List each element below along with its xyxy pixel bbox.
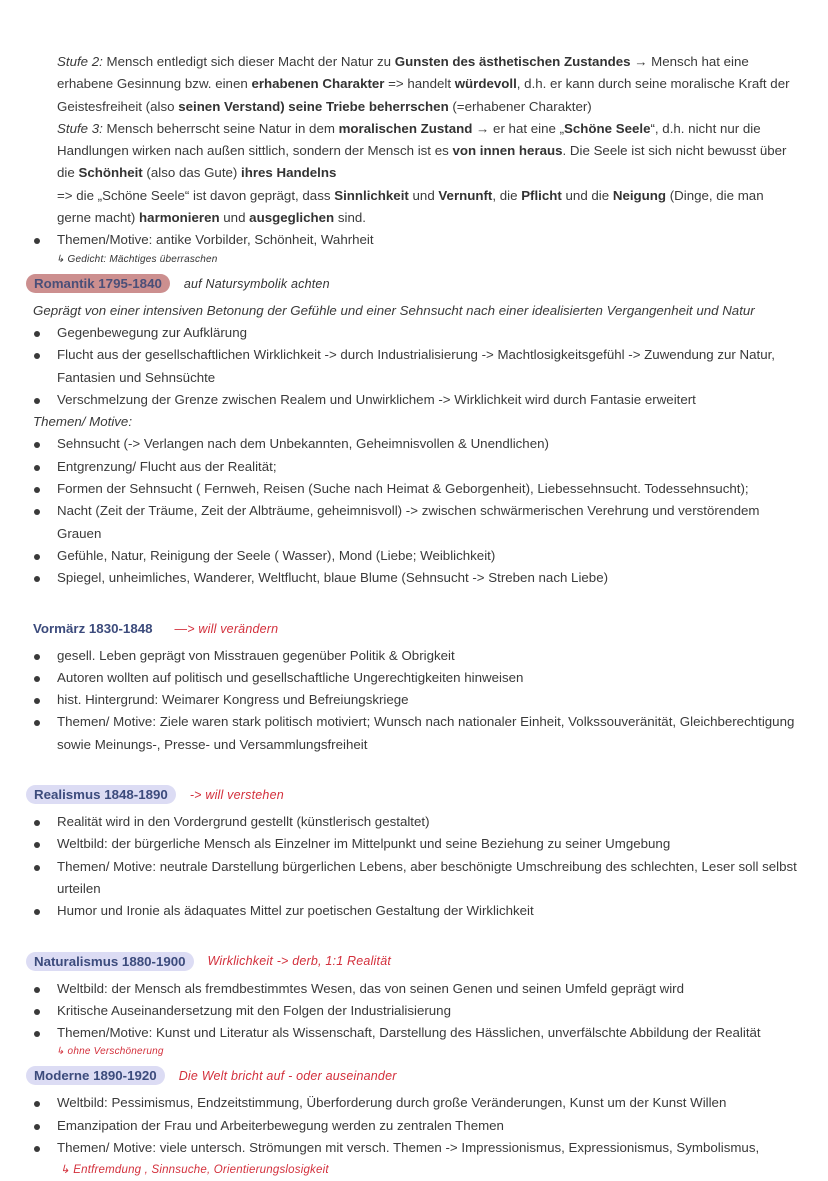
section-title: Vormärz 1830-1848 xyxy=(33,620,153,636)
text-run: Mensch entledigt sich dieser Macht der Natur zu xyxy=(102,54,395,69)
text-run: und xyxy=(408,187,439,203)
section-title: Romantik 1795-1840 xyxy=(26,274,170,293)
paragraph xyxy=(0,51,800,118)
list-item xyxy=(0,1115,800,1137)
italic-text: Stufe 3: xyxy=(57,120,103,136)
text-run: Flucht aus der gesellschaftlichen Wirklichkeit -> durch Industrialisierung -> Machtlosigkeitsgefühl -> Zuwendung zur Natur, Fantasien und Sehnsüchte xyxy=(57,347,775,385)
bold-text: Vernunft xyxy=(438,187,493,203)
text-run: hist. Hintergrund: Weimarer Kongress und Befreiungskriege xyxy=(57,692,409,708)
text-run: Emanzipation der Frau und Arbeiterbewegung werden zu zentralen Themen xyxy=(57,1117,504,1133)
text-run: Kritische Auseinandersetzung mit den Folgen der Industrialisierung xyxy=(57,1002,451,1018)
list-item xyxy=(0,667,800,689)
text-run: => handelt xyxy=(384,76,455,92)
handwritten-note: auf Natursymbolik achten xyxy=(183,276,330,291)
section-heading xyxy=(0,1059,800,1092)
text-run: Themen/Motive: Kunst und Literatur als Wissenschaft, Darstellung des Hässlichen, unverfälschte Abbildung der Realität xyxy=(57,1025,761,1041)
paragraph xyxy=(0,185,800,230)
text-run: sind. xyxy=(334,210,366,226)
text-run: . Die Seele ist sich nicht bewusst über die xyxy=(57,143,787,181)
list-item xyxy=(0,344,800,389)
text-run: Weltbild: der bürgerliche Mensch als Einzelner im Mittelpunkt und seine Beziehung zu seiner Umgebung xyxy=(57,836,671,852)
handwritten-note: -> will verstehen xyxy=(189,788,284,802)
paragraph xyxy=(0,118,800,185)
section-heading xyxy=(0,612,800,645)
document-page xyxy=(0,51,800,1181)
text-run: Realität wird in den Vordergrund gestellt (künstlerisch gestaltet) xyxy=(57,814,430,830)
list-item xyxy=(0,229,800,251)
bold-text: moralischen Zustand xyxy=(338,120,473,136)
list-item xyxy=(0,811,800,833)
text-run: Weltbild: Pessimismus, Endzeitstimmung, Überforderung durch große Veränderungen, Kunst um der Kunst Willen xyxy=(57,1095,727,1111)
text-run: Mensch beherrscht seine Natur in dem xyxy=(102,120,339,136)
list-item xyxy=(0,689,800,711)
text-run: , d.h. er kann durch seine moralische Kraft der Geistesfreiheit (also xyxy=(57,76,790,114)
text-run: Formen der Sehnsucht ( Fernweh, Reisen (Suche nach Heimat & Geborgenheit), Liebessehnsucht. Todessehnsucht); xyxy=(57,481,749,497)
text-run: und die xyxy=(561,187,613,203)
handwritten-note: ↳ Entfremdung , Sinnsuche, Orientierungslosigkeit xyxy=(60,1164,329,1177)
list-item xyxy=(0,545,800,567)
section-title: Moderne 1890-1920 xyxy=(26,1066,165,1085)
handwritten-note: ↳ Gedicht: Mächtiges überraschen xyxy=(56,253,218,265)
text-run: und xyxy=(219,210,250,226)
text-run: Sehnsucht (-> Verlangen nach dem Unbekannten, Geheimnisvollen & Unendlichen) xyxy=(57,436,549,452)
list-item xyxy=(0,478,800,500)
section-heading xyxy=(0,267,800,300)
list-item xyxy=(0,833,800,855)
bold-text: erhabenen Charakter xyxy=(251,76,385,92)
bold-text: würdevoll xyxy=(454,76,517,92)
list-item xyxy=(0,900,800,922)
bold-text: ihres Handelns xyxy=(241,165,337,181)
spacer xyxy=(0,590,800,612)
bold-text: seinen Verstand) seine Triebe beherrschen xyxy=(178,98,449,114)
bold-text: Neigung xyxy=(612,187,667,203)
text-run: Weltbild: der Mensch als fremdbestimmtes Wesen, das von seinen Genen und seinen Umfeld geprägt wird xyxy=(57,980,684,996)
list-item xyxy=(0,567,800,589)
list-item xyxy=(0,711,800,756)
list-item xyxy=(0,1022,800,1044)
list-item xyxy=(0,1000,800,1022)
section-title: Naturalismus 1880-1900 xyxy=(26,952,194,971)
text-run: → Mensch hat eine erhabene Gesinnung bzw. einen xyxy=(57,54,749,92)
text-run: Autoren wollten auf politisch und gesellschaftliche Ungerechtigkeiten hinweisen xyxy=(57,669,524,685)
spacer xyxy=(0,756,800,778)
italic-text: Themen/ Motive: xyxy=(33,414,133,430)
text-run: Gegenbewegung zur Aufklärung xyxy=(57,324,247,340)
list-item xyxy=(0,322,800,344)
text-run: Spiegel, unheimliches, Wanderer, Weltflucht, blaue Blume (Sehnsucht -> Streben nach Liebe) xyxy=(57,570,609,586)
handwritten-note: ↳ ohne Verschönerung xyxy=(56,1046,164,1058)
bold-text: harmonieren xyxy=(139,210,220,226)
bold-text: von innen heraus xyxy=(452,143,563,159)
bold-text: Sinnlichkeit xyxy=(334,187,409,203)
bold-text: Pflicht xyxy=(521,187,562,203)
list-item xyxy=(0,1137,800,1159)
italic-text: Stufe 2: xyxy=(57,54,103,69)
list-item xyxy=(0,433,800,455)
list-item xyxy=(0,389,800,411)
list-item xyxy=(0,1092,800,1114)
text-run: Nacht (Zeit der Träume, Zeit der Albträume, geheimnisvoll) -> zwischen schwärmerischen Verehrung und verstörendem Grauen xyxy=(57,503,760,541)
paragraph xyxy=(0,411,800,433)
text-run: Themen/Motive: antike Vorbilder, Schönheit, Wahrheit xyxy=(57,232,374,248)
handwritten-note: Wirklichkeit -> derb, 1:1 Realität xyxy=(207,954,392,969)
text-run: → er hat eine „ xyxy=(472,120,565,136)
bold-text: Schöne Seele xyxy=(564,120,651,136)
text-run: => die „Schöne Seele“ ist davon geprägt, dass xyxy=(57,187,335,203)
text-run: Themen/ Motive: neutrale Darstellung bürgerlichen Lebens, aber beschönigte Umschreibung des schlechten, Leser soll selbst urteilen xyxy=(57,858,797,896)
text-run: Humor und Ironie als ädaquates Mittel zur poetischen Gestaltung der Wirklichkeit xyxy=(57,903,534,919)
spacer xyxy=(0,923,800,945)
list-item xyxy=(0,456,800,478)
text-run: (Dinge, die man gerne macht) xyxy=(57,187,764,226)
italic-text: Geprägt von einer intensiven Betonung der Gefühle und einer Sehnsucht nach einer idealisierten Vergangenheit und Natur xyxy=(33,302,755,318)
section-title: Realismus 1848-1890 xyxy=(26,785,176,804)
bold-text: Gunsten des ästhetischen Zustandes xyxy=(394,54,631,69)
list-item xyxy=(0,978,800,1000)
bold-text: ausgeglichen xyxy=(249,210,335,226)
list-item xyxy=(0,645,800,667)
handwritten-note: —> will verändern xyxy=(174,621,279,636)
list-item xyxy=(0,500,800,545)
text-run: Verschmelzung der Grenze zwischen Realem und Unwirklichem -> Wirklichkeit wird durch Fantasie erweitert xyxy=(57,391,696,407)
text-run: “, d.h. nicht nur die Handlungen wirken nach außen sittlich, sondern der Mensch ist es xyxy=(57,120,761,159)
text-run: (=erhabener Charakter) xyxy=(448,98,592,114)
list-item xyxy=(0,856,800,901)
section-heading xyxy=(0,778,800,811)
text-run: Themen/ Motive: Ziele waren stark politisch motiviert; Wunsch nach nationaler Einheit, Volkssouveränität, Gleichberechtigung sowie Meinungs-, Presse- und Versammlungsfreiheit xyxy=(57,714,795,752)
text-run: , die xyxy=(492,187,522,203)
bold-text: Schönheit xyxy=(78,165,143,181)
text-run: (also das Gute) xyxy=(142,165,242,181)
text-run: Themen/ Motive: viele untersch. Strömungen mit versch. Themen -> Impressionismus, Expressionismus, Symbolismus, xyxy=(57,1139,760,1155)
handwritten-note: Die Welt bricht auf - oder auseinander xyxy=(178,1069,397,1084)
text-run: Gefühle, Natur, Reinigung der Seele ( Wasser), Mond (Liebe; Weiblichkeit) xyxy=(57,547,496,563)
text-run: Entgrenzung/ Flucht aus der Realität; xyxy=(57,458,277,474)
text-run: gesell. Leben geprägt von Misstrauen gegenüber Politik & Obrigkeit xyxy=(57,647,455,663)
paragraph xyxy=(0,300,800,322)
section-heading xyxy=(0,945,800,978)
